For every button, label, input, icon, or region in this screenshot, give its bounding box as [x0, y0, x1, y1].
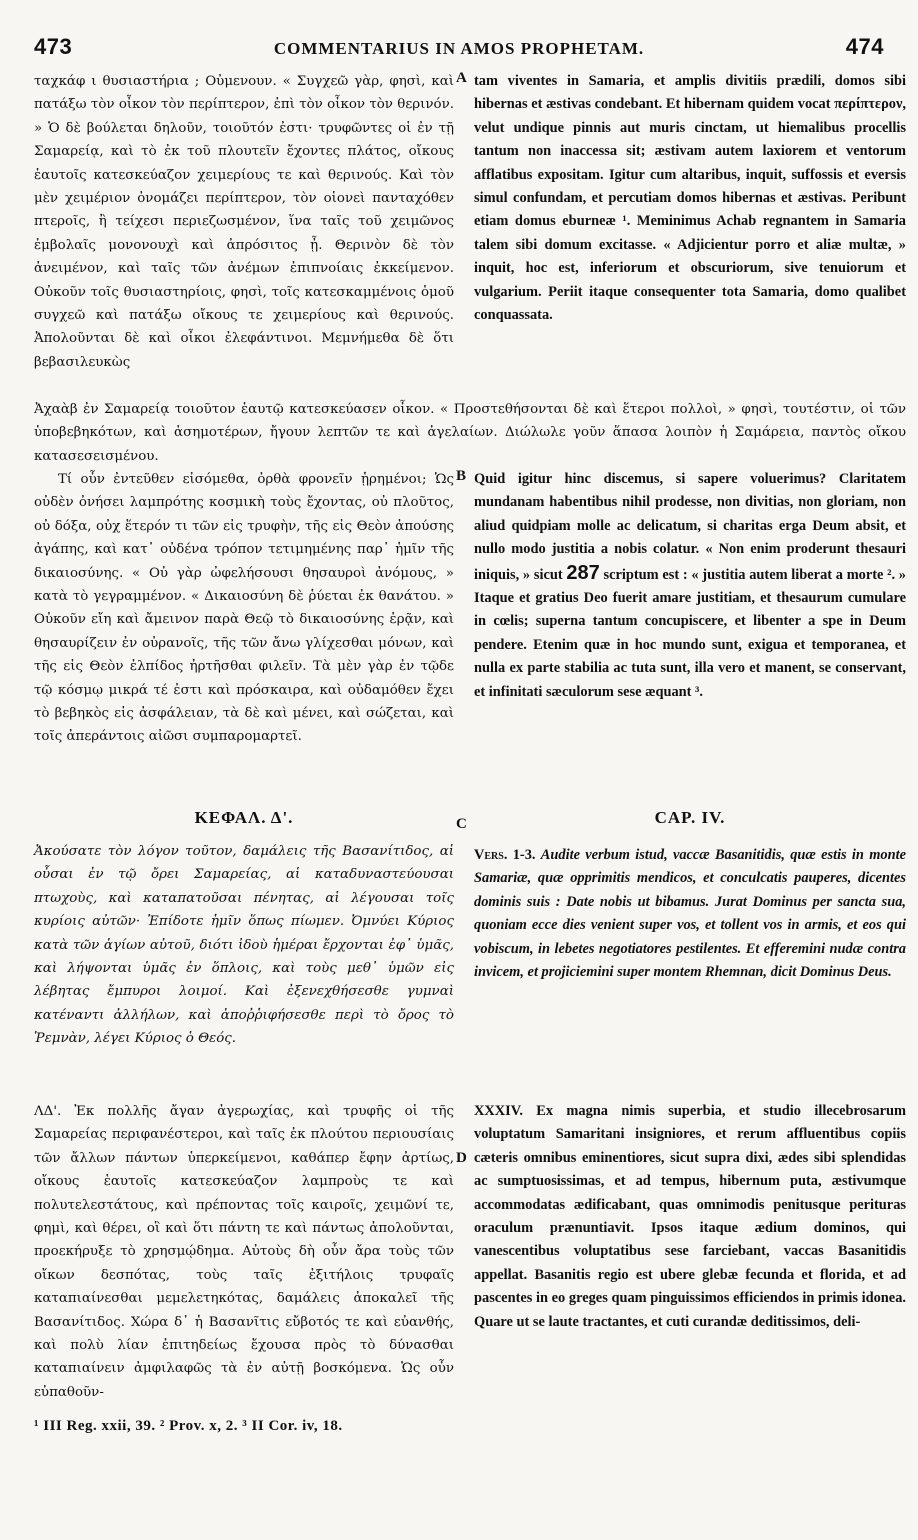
- greek-full-paragraph: Ἀχαὰβ ἐν Σαμαρείᾳ τοιοῦτον ἑαυτῷ κατεσκεύασεν οἶκον. « Προστεθήσονται δὲ καὶ ἕτεροι πολλοὶ, » φησὶ, τουτέστιν, οἱ τῶν ὑποβεβηκότων, καὶ ἀσημοτέρων, ἤγουν λεπτῶν τε καὶ ἀγελαίων. Διώλωλε γοῦν ἅπασα λοιπὸν ἡ Σαμάρεια, παντὸς οἴκου κατασεσεισμένου.: [34, 402, 906, 464]
- column-number: 287: [566, 561, 600, 584]
- margin-marker-c: C: [456, 816, 467, 832]
- running-title: COMMENTARIUS IN AMOS PROPHETAM.: [273, 39, 645, 58]
- footnotes: ¹ III Reg. xxii, 39. ² Prov. x, 2. ³ II Cor. iv, 18.: [34, 1418, 343, 1434]
- latin-verse-paragraph: [474, 844, 906, 984]
- margin-marker-b: B: [456, 468, 467, 484]
- latin-mid-text-b: scriptum est : « justitia autem liberat a morte ². » Itaque et gratius Deo fuerit amare justitiam, et thesaurum cumulare in cœlis; superna tantum concupiscere, et libenter a spe in Deum pendere. Etenim quæ in hoc mundo sunt, exigua et temporanea, et nulla ex parte stabilia ac tuta sunt, illa vero et manent, se conservant, et infinitati sæculorum sese æquant ³.: [474, 566, 907, 700]
- margin-marker-d: D: [456, 1150, 467, 1166]
- greek-column-mid: [34, 468, 454, 749]
- latin-paragraph-top: tam viventes in Samaria, et amplis divitiis prædili, domos sibi hibernas et æstivas condebant. Et hibernam quidem vocat περίπτερον, velut undique pinnis aut muris cinctam, ut hiemalibus procellis tantum non inaccessa sit; æstivam autem laxiorem et ventorum afflatibus expositam. Igitur cum altaribus, inquit, suffossis et eversis simul confundam, et percutiam domos hibernas et æstivas. Peribunt etiam domus eburneæ ¹. Meminimus Achab regnantem in Samaria talem sibi domum excitasse. « Adjicientur porro et aliæ multæ, » inquit, hoc est, inferiorum et obscuriorum, sive tenuiorum et vulgarium. Periit itaque consequenter tota Samaria, domo qualibet conquassata.: [474, 73, 906, 324]
- greek-full-width: [34, 398, 906, 468]
- chapter-heading-greek: ΚΕΦΑΛ. Δ'.: [194, 808, 294, 827]
- greek-paragraph-top: ταχκάφ ι θυσιαστήρια ; Οὐμενουν. « Συγχεῶ γὰρ, φησὶ, καὶ πατάξω τὸν οἶκον τὸν περίπτερον, ἐπὶ τὸν οἶκον τὸν θερινόν. » Ὁ δὲ βούλεται δηλοῦν, τοιοῦτόν ἐστι· τρυφῶντες οἱ ἐν τῇ Σαμαρείᾳ, καὶ τὸ ἐκ τοῦ πλουτεῖν ἔχοντες πλάτος, οἴκους ἑαυτοῖς κατεσκεύαζον χειμερίους τε καὶ θερινούς. Καὶ τὸν μὲν χειμέριον ὀνομάζει περίπτερον, τὸν οἱονεὶ πανταχόθεν πτεροῖς, ἢ τείχεσι περιεζωσμένον, ἵνα ταῖς τοῦ χειμῶνος ἐμβολαῖς μονονουχὶ καὶ ἀπρόσιτος ᾖ. Θερινὸν δὲ τὸν ἀνειμένον, καὶ ταῖς τῶν ἀνέμων ἐπιπνοίαις ἐκκείμενον. Οὐκοῦν τοῖς θυσιαστηρίοις, φησὶ, τοῖς κατεσκαμμένοις ὁμοῦ συγχεῶ καὶ πατάξω οἴκους τε χειμερίους καὶ θερινούς. Ἀπολοῦνται δὲ καὶ οἶκοι ἐλεφάντινοι. Μεμνήμεθα δὲ ὅτι βεβασιλευκὼς: [34, 74, 454, 370]
- greek-paragraph-bottom: ΛΔ'. Ἐκ πολλῆς ἄγαν ἀγερωχίας, καὶ τρυφῆς οἱ τῆς Σαμαρείας περιφανέστεροι, καὶ ταῖς ἐκ πλούτου περιουσίαις τῶν ἄλλων πάντων ὑπερκείμενοι, καθάπερ ἔφην ἀρτίως, οἴκους ἑαυτοῖς κατεσκεύαζον λαμπροὺς τε καὶ πολυτελεστάτους, καὶ πρέποντας τοῖς καιροῖς, χειμῶνί τε, φημὶ, καὶ θέρει, οἳ καὶ ὅτι πάντη τε καὶ πάντως ἀπολοῦνται, προεκήρυξε τὸ χρησμῴδημα. Αὐτοὺς δὴ οὖν ἄρα τοὺς τῶν οἴκων δεσπότας, τοὺς ταῖς ἐξιτήλοις τρυφαῖς καταπιαίνεσθαι μεμελετηκότας, δαμάλεις ἀποκαλεῖ τῆς Βασανίτιδος. Χώρα δ᾽ ἡ Βασανῖτις εὔβοτός τε καὶ εὐανθής, καὶ πολὺ λίαν ἐπιτηδείως ἔχουσα πρὸς τὸ δύνασθαι καταπιαίνειν ἀμφιλαφῶς τὰ ἐν αὐτῇ βοσκόμενα. Ὡς οὖν εὐπαθοῦν-: [34, 1104, 454, 1400]
- latin-verse-text: Audite verbum istud, vaccæ Basanitidis, quæ estis in monte Samariæ, quæ opprimitis mendicos, et conculcatis pauperes, dicentes dominis suis : Date nobis ut bibamus. Jurat Dominus per sancta sua, quoniam ecce dies venient super vos, et tollent vos in armis, et eos qui vobiscum, in lebetes negotiatores pestilentes. Et efferemini nudæ contra invicem, et projiciemini super montem Rhemnan, dicit Dominus Deus.: [474, 847, 906, 981]
- latin-verse-column: [474, 844, 906, 984]
- page-number-left: 473: [34, 34, 73, 59]
- page-header: [34, 34, 884, 60]
- verse-reference: Vers. 1-3.: [474, 847, 536, 863]
- page-number-right: 474: [845, 34, 884, 59]
- greek-column-top: [34, 70, 454, 374]
- greek-paragraph-mid: Τί οὖν ἐντεῦθεν εἰσόμεθα, ὀρθὰ φρονεῖν ᾑρημένοι; Ὡς οὐδὲν ὀνήσει λαμπρότης κοσμικὴ τοὺς ἔχοντας, οὐ πλοῦτος, οὐ δόξα, οὐχ ἕτερόν τι τῶν εἰς τρυφὴν, τῆς εἰς Θεὸν ἀπούσης ἀγάπης, καὶ κατ᾽ οὐδένα τρόπον τετιμημένης παρ᾽ ἡμῖν τῆς δικαιοσύνης. « Οὐ γὰρ ὠφελήσουσι θησαυροὶ ἀνόμους, » κατὰ τὸ γεγραμμένον. « Δικαιοσύνη δὲ ῥύεται ἐκ θανάτου. » Οὐκοῦν εἴη καὶ ἄμεινον παρὰ Θεῷ τὸ δικαιοσύνης ἐρᾷν, καὶ θησαυρίζειν ἐν οὐρανοῖς, τῆς τῶν ἄνω γλίχεσθαι μόνων, καὶ τῆς εἰς Θεὸν ἐλπίδος ἠρτῆσθαι φιλεῖν. Τὰ μὲν γὰρ ἐν τῷδε τῷ κόσμῳ μικρά τέ ἐστι καὶ πρόσκαιρα, καὶ οὐδαμόθεν ἔχει τὸ βεβηκὸς εἰς ἀσφάλειαν, τὰ δὲ καὶ μένει, καὶ σώζεται, καὶ τοῖς ἀπεράντοις αἰῶσι συμπαρομαρτεῖ.: [34, 472, 454, 745]
- latin-mid-text-a: Quid igitur hinc discemus, si sapere voluerimus? Claritatem mundanam habentibus nihil prodesse, non divitias, non gloriam, non aliud quidpiam molle ac delicatum, si charitas erga Deum absit, et nullo modo justitia a nobis colatur. « Non enim proderunt thesauri iniquis, » sicut: [474, 471, 906, 583]
- greek-verse-text: Ἀκούσατε τὸν λόγον τοῦτον, δαμάλεις τῆς Βασανίτιδος, αἱ οὖσαι ἐν τῷ ὄρει Σαμαρείας, αἱ καταδυναστεύουσαι πτωχοὺς, καὶ καταπατοῦσαι πένητας, αἱ λέγουσαι τοῖς κυρίοις αὐτῶν· Ἐπίδοτε ἡμῖν ὅπως πίωμεν. Ὀμνύει Κύριος κατὰ τῶν ἁγίων αὐτοῦ, διότι ἰδοὺ ἡμέραι ἔρχονται ἐφ᾽ ὑμᾶς, καὶ λήψονται ὑμᾶς ἐν ὅπλοις, καὶ τοὺς μεθ᾽ ὑμῶν εἰς λέβητας ἔμπυροι λοιμοί. Καὶ ἐξενεχθήσεσθε γυμναὶ κατέναντι ἀλλήλων, καὶ ἀποῤῥιφήσεσθε περὶ τὸ ὄρος τὸ Ῥεμνὰν, λέγει Κύριος ὁ Θεός.: [34, 844, 454, 1047]
- greek-verse-column: [34, 840, 454, 1051]
- latin-column-top: [474, 70, 906, 327]
- latin-column-bottom: [474, 1100, 906, 1334]
- latin-column-mid: [474, 468, 906, 704]
- latin-paragraph-mid: [474, 468, 906, 704]
- greek-column-bottom: [34, 1100, 454, 1404]
- chapter-heading-latin: CAP. IV.: [654, 808, 726, 827]
- latin-paragraph-bottom: XXXIV. Ex magna nimis superbia, et studio illecebrosarum voluptatum Samaritani insigniores, et rerum affluentibus copiis cæteris omnibus eminentiores, sicut supra dixi, ædes sibi splendidas ac sumptuosissimas, et ad tempus, hibernum puta, æstivumque accommodatas ædificabant, quas omnimodis penitusque perituras oraculum prænuntiavit. Ipsos itaque ædium dominos, qui vanescentibus voluptatibus sese farciebant, vaccas Basanitidis appellat. Basanitis regio est ubere glebæ fecunda et florida, et ad pascentes in eo greges quam pinguissimos efficiendos in primis idonea. Quare ut se laute tractantes, et cuti curandæ deditissimos, deli-: [474, 1103, 906, 1330]
- margin-marker-a: A: [456, 70, 467, 86]
